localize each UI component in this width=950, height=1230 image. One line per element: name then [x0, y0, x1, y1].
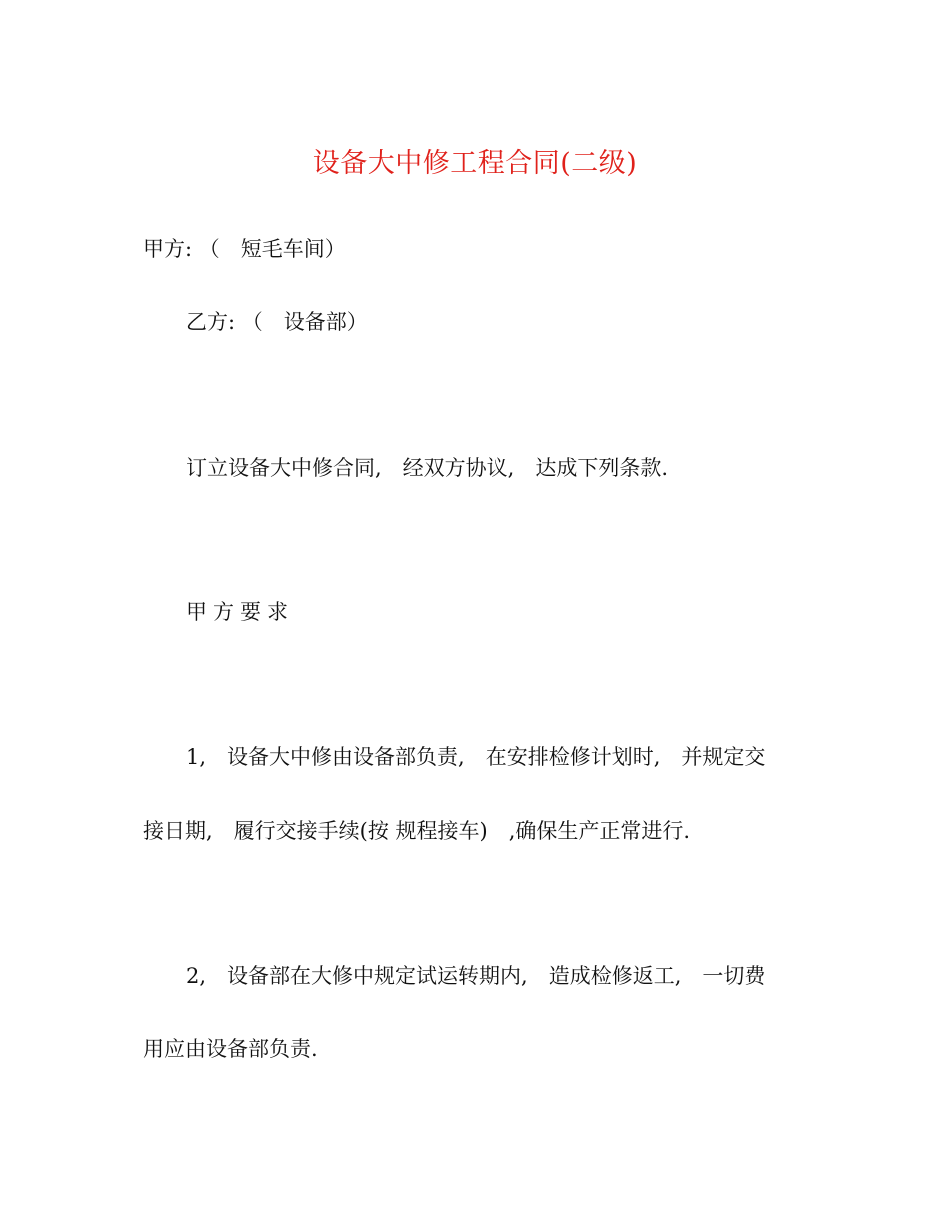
clause-2-line-2: 用应由设备部负责. — [143, 1037, 318, 1061]
party-a-line: 甲方: （ 短毛车间） — [143, 237, 346, 261]
clause-2-line-1: 2, 设备部在大修中规定试运转期内, 造成检修返工, 一切费 — [186, 964, 766, 988]
clause-1-line-1: 1, 设备大中修由设备部负责, 在安排检修计划时, 并规定交 — [186, 745, 766, 769]
party-b-line: 乙方: （ 设备部） — [186, 310, 368, 334]
document-title: 设备大中修工程合同(二级) — [312, 148, 638, 179]
clause-1-line-2: 接日期, 履行交接手续(按 规程接车) ,确保生产正常进行. — [143, 819, 691, 843]
intro-paragraph: 订立设备大中修合同, 经双方协议, 达成下列条款. — [186, 456, 669, 480]
section-heading: 甲方要求 — [186, 600, 294, 624]
